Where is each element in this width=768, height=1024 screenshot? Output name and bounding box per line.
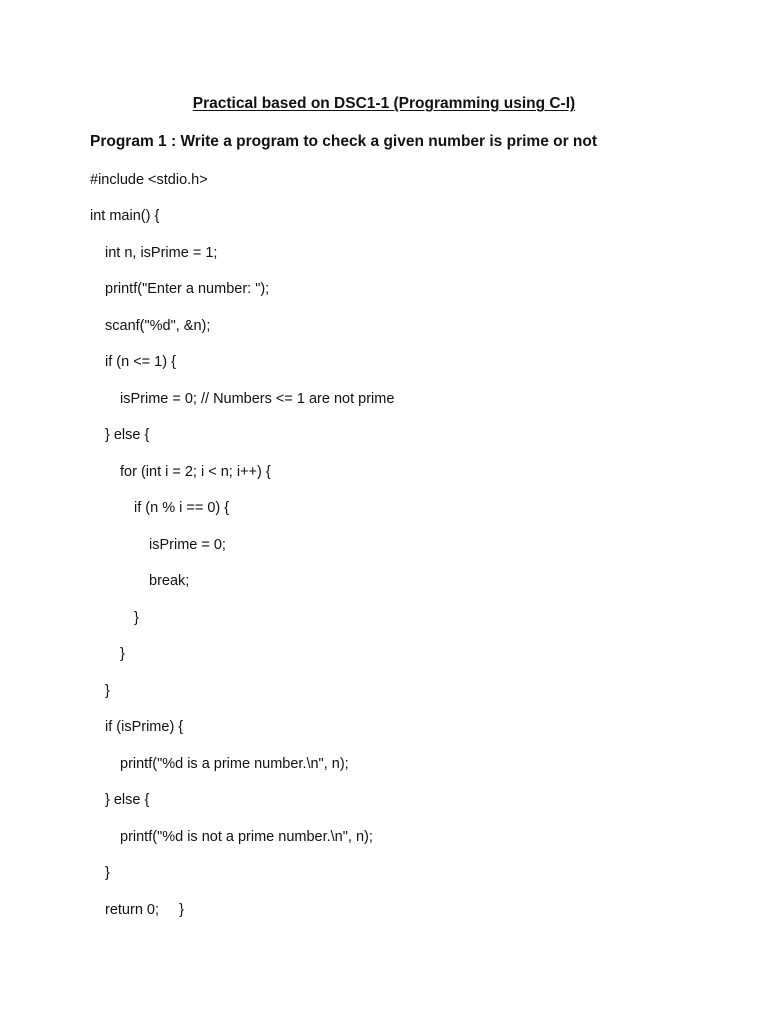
code-line: } — [120, 646, 125, 662]
code-line: if (n % i == 0) { — [134, 500, 230, 516]
code-line: for (int i = 2; i < n; i++) { — [120, 464, 271, 480]
code-line: int n, isPrime = 1; — [105, 245, 218, 261]
code-line: } — [105, 865, 110, 881]
document-title: Practical based on DSC1-1 (Programming using C-I) — [192, 95, 576, 112]
code-line: #include <stdio.h> — [90, 172, 208, 188]
code-line: if (isPrime) { — [105, 719, 184, 735]
code-line: scanf("%d", &n); — [105, 318, 211, 334]
code-line: printf("%d is a prime number.\n", n); — [120, 756, 349, 772]
code-line: printf("%d is not a prime number.\n", n); — [120, 829, 373, 845]
code-line: } else { — [105, 792, 150, 808]
code-line: isPrime = 0; // Numbers <= 1 are not prime — [120, 391, 395, 407]
code-line: break; — [149, 573, 190, 589]
code-line: int main() { — [90, 208, 160, 224]
code-line: printf("Enter a number: "); — [105, 281, 270, 297]
code-line: } — [134, 610, 139, 626]
code-line: if (n <= 1) { — [105, 354, 176, 370]
code-line: } else { — [105, 427, 150, 443]
program-heading: Program 1 : Write a program to check a given number is prime or not — [90, 133, 598, 150]
code-line: } — [105, 683, 110, 699]
code-line: isPrime = 0; — [149, 537, 226, 553]
code-line: return 0; } — [105, 902, 184, 918]
